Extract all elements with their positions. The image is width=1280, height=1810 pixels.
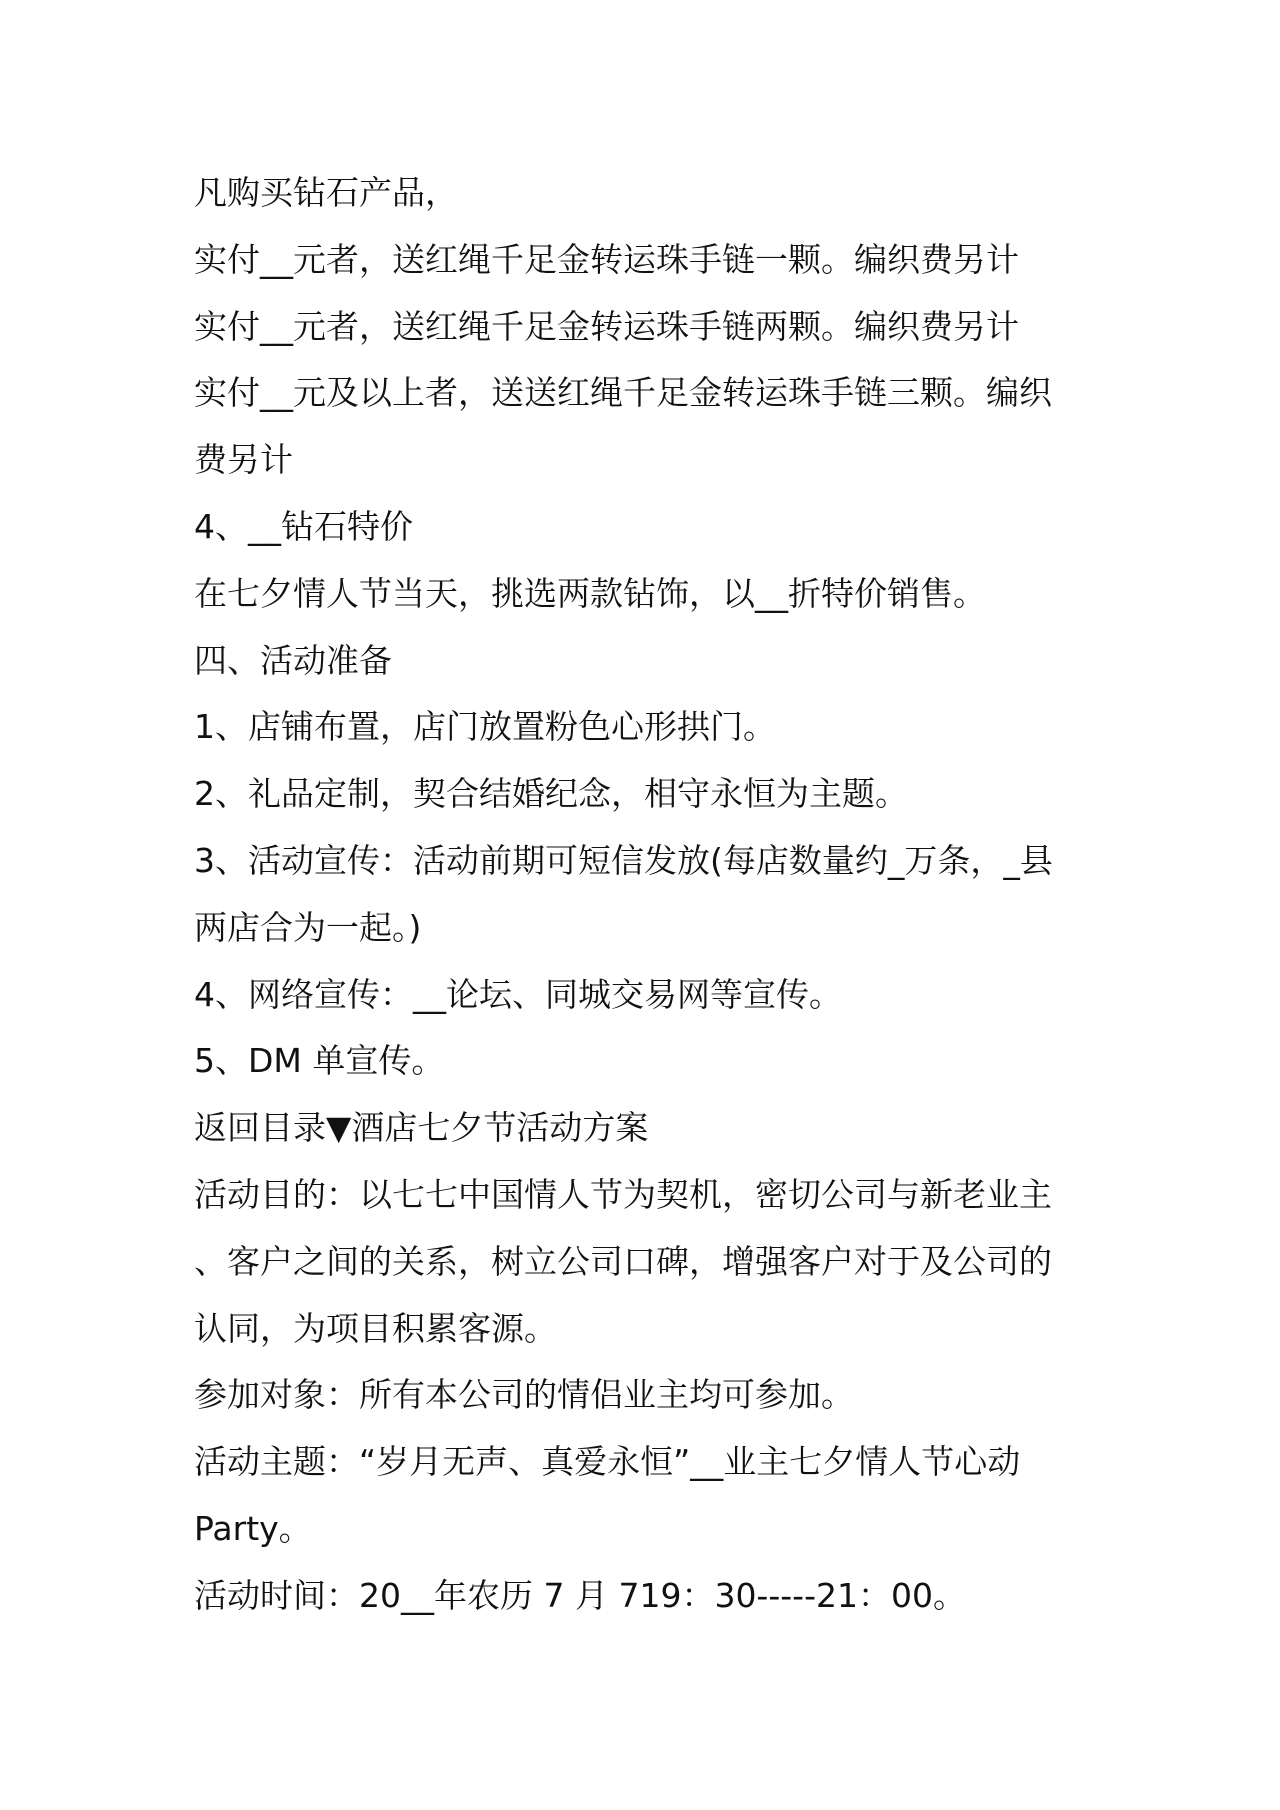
section-heading: 四、活动准备	[194, 640, 392, 680]
text-line: 在七夕情人节当天，挑选两款钻饰，以__折特价销售。	[194, 573, 986, 613]
text-line: 活动时间：20__年农历 7 月 719：30-----21：00。	[194, 1575, 966, 1615]
text-line: 参加对象：所有本公司的情侣业主均可参加。	[194, 1375, 854, 1415]
text-line: 实付__元者，送红绳千足金转运珠手链两颗。编织费另计	[194, 306, 1019, 346]
text-line: 4、__钻石特价	[194, 506, 413, 546]
text-line: 5、DM 单宣传。	[194, 1041, 445, 1081]
text-line: 认同，为项目积累客源。	[194, 1308, 557, 1348]
text-line: 凡购买钻石产品，	[194, 173, 458, 212]
text-line: 1、店铺布置，店门放置粉色心形拱门。	[194, 707, 776, 747]
document-body	[194, 160, 1094, 1630]
text-line: 活动主题：“岁月无声、真爱永恒”__业主七夕情人节心动	[194, 1442, 1021, 1482]
text-line: 3、活动宣传：活动前期可短信发放(每店数量约_万条，_县	[194, 840, 1053, 880]
text-line: 费另计	[194, 440, 293, 480]
text-line: 活动目的：以七七中国情人节为契机，密切公司与新老业主	[194, 1174, 1052, 1214]
text-line: 实付__元及以上者，送送红绳千足金转运珠手链三颗。编织	[194, 373, 1052, 413]
text-line: 4、网络宣传：__论坛、同城交易网等宣传。	[194, 974, 842, 1014]
text-line: 两店合为一起。)	[194, 907, 422, 947]
text-line: 2、礼品定制，契合结婚纪念，相守永恒为主题。	[194, 774, 908, 814]
text-line: 、客户之间的关系，树立公司口碑，增强客户对于及公司的	[194, 1241, 1052, 1281]
text-line: Party。	[194, 1508, 312, 1548]
toc-back-link[interactable]: 返回目录▼酒店七夕节活动方案	[194, 1108, 649, 1148]
text-line: 实付__元者，送红绳千足金转运珠手链一颗。编织费另计	[194, 239, 1019, 279]
